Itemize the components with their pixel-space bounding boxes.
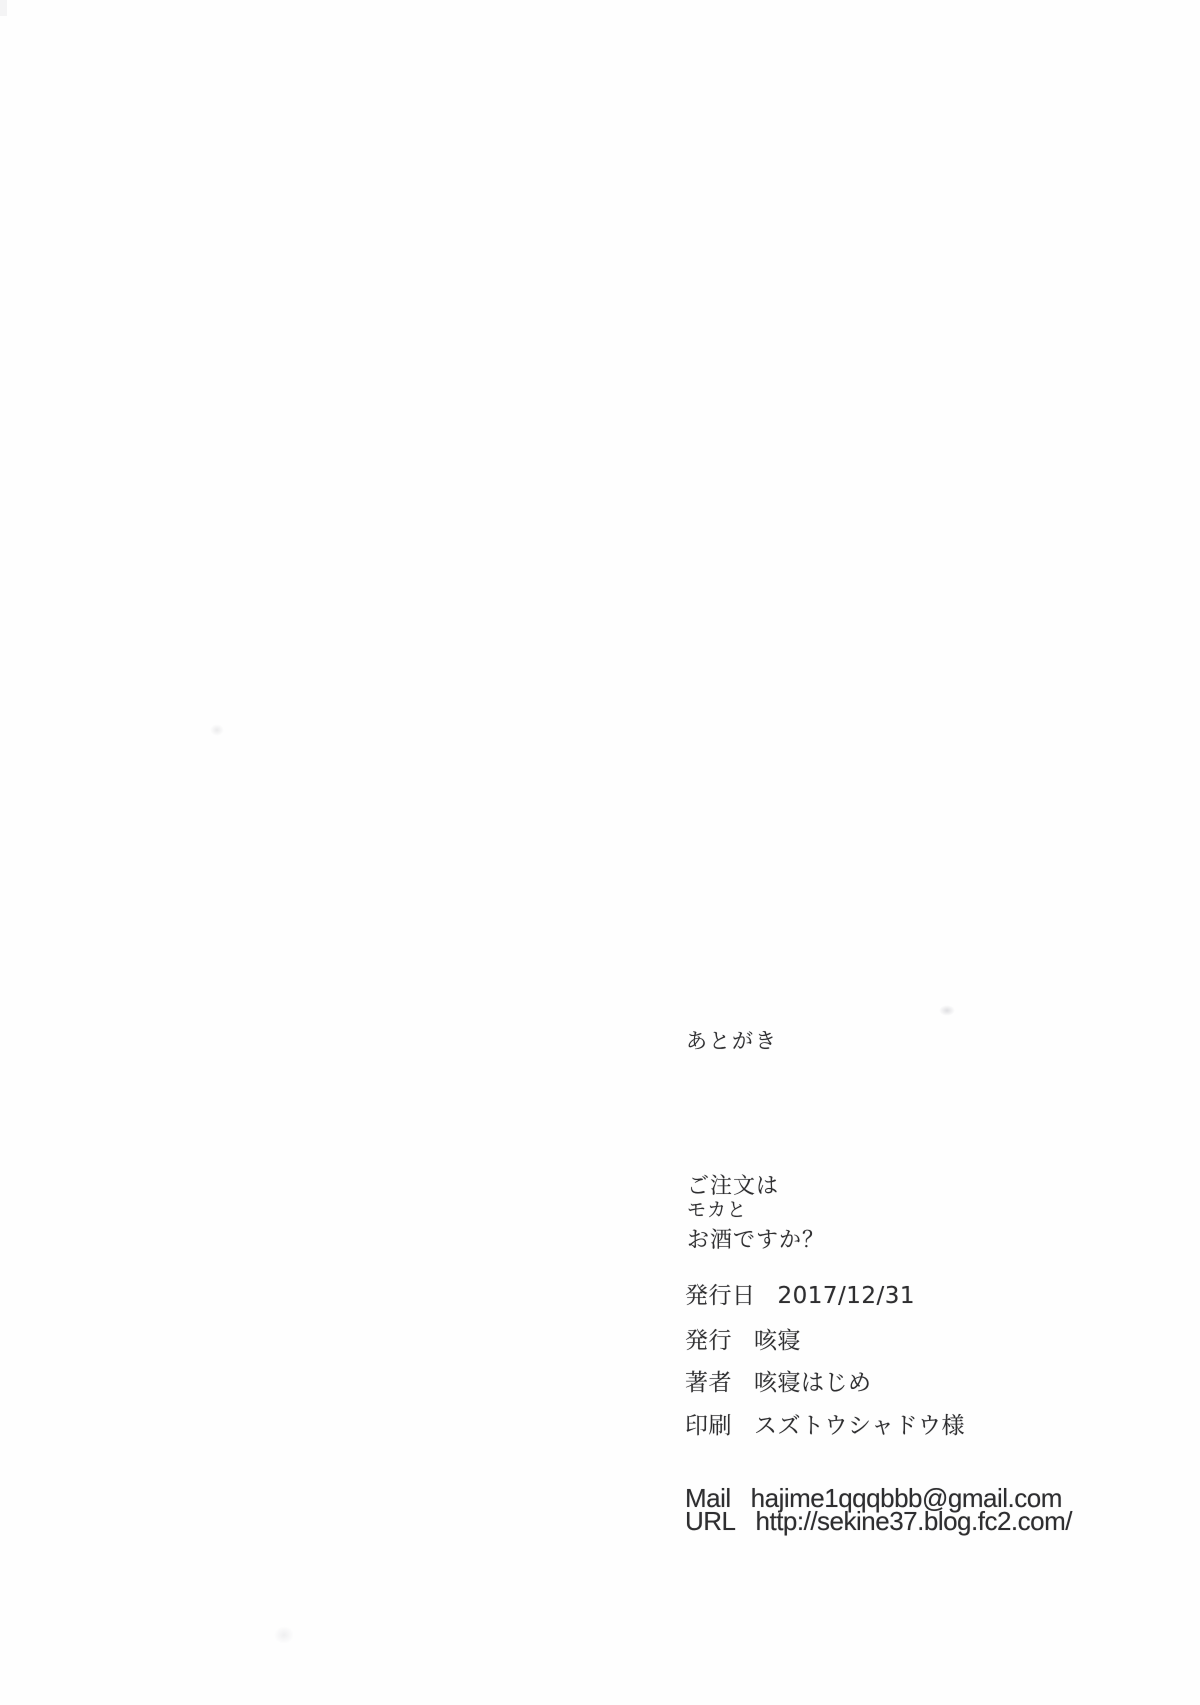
mail-label: Mail <box>685 1483 731 1513</box>
scan-smudge <box>274 1626 294 1644</box>
publisher-label: 発行 <box>685 1328 732 1354</box>
book-title-line-3: お酒ですか？ <box>687 1227 826 1252</box>
scan-smudge <box>210 724 224 736</box>
issue-date-value: 2017/12/31 <box>777 1283 916 1309</box>
author-value: 咳寝はじめ <box>754 1370 872 1396</box>
contact-row-url <box>685 1508 1072 1534</box>
book-title-line-1: ご注文は <box>687 1173 780 1198</box>
scan-smudge <box>939 1005 955 1016</box>
scan-edge-artifact <box>0 0 7 16</box>
colophon-row-issue-date <box>685 1285 915 1308</box>
colophon-row-publisher <box>685 1330 801 1353</box>
colophon-row-printer <box>685 1415 965 1438</box>
url-label: URL <box>685 1506 736 1536</box>
publisher-value: 咳寝 <box>754 1328 801 1354</box>
url-address: http://sekine37.blog.fc2.com/ <box>755 1506 1072 1536</box>
book-title-line-2: モカと <box>687 1200 748 1221</box>
mail-address: hajime1qqqbbb@gmail.com <box>750 1483 1062 1513</box>
colophon-row-author <box>685 1372 872 1395</box>
issue-date-label: 発行日 <box>685 1283 756 1309</box>
afterword-heading: あとがき <box>686 1029 778 1053</box>
printer-value: スズトウシャドウ様 <box>754 1413 966 1439</box>
printer-label: 印刷 <box>685 1413 732 1439</box>
author-label: 著者 <box>685 1370 732 1396</box>
